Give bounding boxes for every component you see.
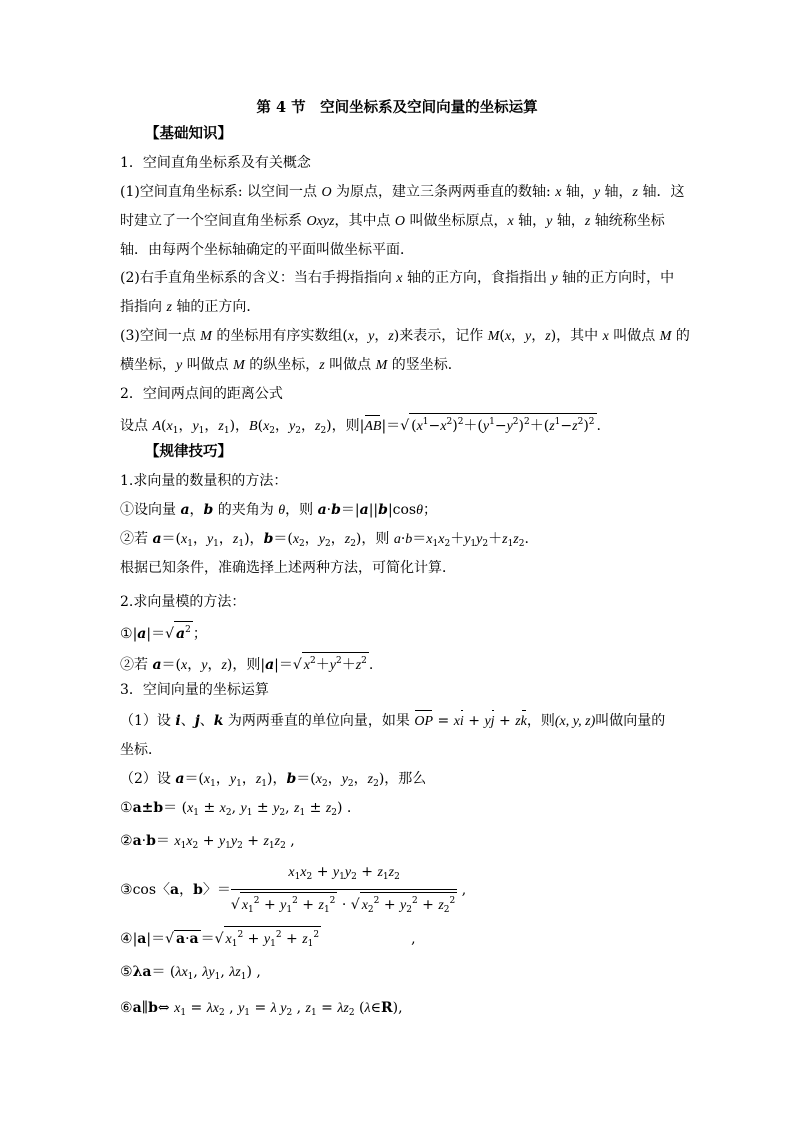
coord-op-2: （2）设 $a=(x_1$，$y_1$，$z_1$)，$b=(x_2$，$y_2$，$z_2$)，那么 [120,771,427,789]
formula-dot-product: ②a·b＝ $x_1x_2 + y_1y_2 + z_1z_2$ , [120,833,295,851]
para-1-line-2: 时建立了一个空间直角坐标系 Oxyz，其中点 O 叫做坐标原点，x 轴，y 轴，z 轴统称坐标 [120,213,665,229]
section-basic-knowledge: 【基础知识】 [145,125,232,142]
distance-formula: 设点 $A(x_1$，$y_1$，$z_1$)，$B(x_2$，$y_2$，$z_2$)，则|AB|＝√ $(x^1-x^2)^2+(y^1-y^2)^2+(z^1-z^2)^2$ . [120,413,601,441]
subsection-3-heading: 3．空间向量的坐标运算 [120,682,269,698]
tip-2-heading: 2.求向量模的方法： [120,594,246,610]
subsection-2-heading: 2．空间两点间的距离公式 [120,386,283,402]
coord-op-1-line-1: （1）设 i、j、k 为两两垂直的单位向量，如果 OP = xi + yj + zk，则(x, y, z)叫做向量的 [120,711,665,732]
tip-2-method-1: ①|a|＝√ $a^2$ ； [120,621,207,644]
para-3-line-2: 横坐标，y 叫做点 M 的纵坐标，z 叫做点 M 的竖坐标． [120,357,462,373]
formula-magnitude: ④|a|＝√ a·a ＝√ $x_1^2 + y_1^2 + z_1^2$ , [120,926,416,952]
page-title: 第 4 节 空间坐标系及空间向量的坐标运算 [256,99,538,116]
formula-sum: ①a±b＝ ($x_1 \pm x_2$, $y_1 \pm y_2$, $z_1 \pm z_2$) . [120,800,352,818]
para-2-line-2: 指指向 z 轴的正方向． [120,299,261,315]
para-1-line-1: (1)空间直角坐标系: 以空间一点 O 为原点，建立三条两两垂直的数轴: x 轴，y 轴，z 轴．这 [120,184,685,200]
formula-scalar-multiple: ⑤λa＝ ($\lambda x_1$, $\lambda y_1$, $\lambda z_1$) , [120,964,261,982]
tip-1-heading: 1.求向量的数量积的方法： [120,473,288,489]
formula-cosine: ③cos〈a，b〉＝ $\frac{x_1x_2 + y_1y_2 + z_1z_2}{√ x_1^2 + y_1^2 + z_1^2 \cdot √ x_2^2 + y_2^2 + z_2^2}$ , [120,862,466,918]
para-1-line-3: 轴．由每两个坐标轴确定的平面叫做坐标平面． [120,242,414,258]
sqrt-symbol: √ $(x^1-x^2)^2+(y^1-y^2)^2+(z^1-z^2)^2$ [400,413,596,436]
tip-1-note: 根据已知条件，准确选择上述两种方法，可简化计算． [120,560,456,576]
coord-op-1-line-2: 坐标． [120,742,162,758]
tip-2-method-2: ②若 a＝(x，y，z)，则|a|＝√ $x^2+y^2+z^2$ . [120,652,373,676]
para-3-line-1: (3)空间一点 M 的坐标用有序实数组(x，y，z)来表示，记作 M(x，y，z)，其中 x 叫做点 M 的 [120,328,690,344]
tip-1-method-1: ①设向量 a，b 的夹角为 θ，则 a·b＝|a||b|cosθ； [120,502,437,518]
formula-parallel: ⑥a∥b⇔ $x_1 = \lambda x_2$ , $y_1 = \lambda$ $y_2$ , $z_1 = \lambda z_2$ (λ∈R), [120,1000,403,1018]
section-rule-tips: 【规律技巧】 [145,443,232,460]
subsection-1-heading: 1．空间直角坐标系及有关概念 [120,155,311,171]
para-2-line-1: (2)右手直角坐标系的含义：当右手拇指指向 x 轴的正方向，食指指出 y 轴的正方向时，中 [120,270,675,286]
tip-1-method-2: ②若 $a=(x_1$，$y_1$，$z_1$)，$b=(x_2$，$y_2$，$z_2$)，则 $a\cdot b=x_1x_2+y_1y_2+z_1z_2$. [120,531,529,549]
